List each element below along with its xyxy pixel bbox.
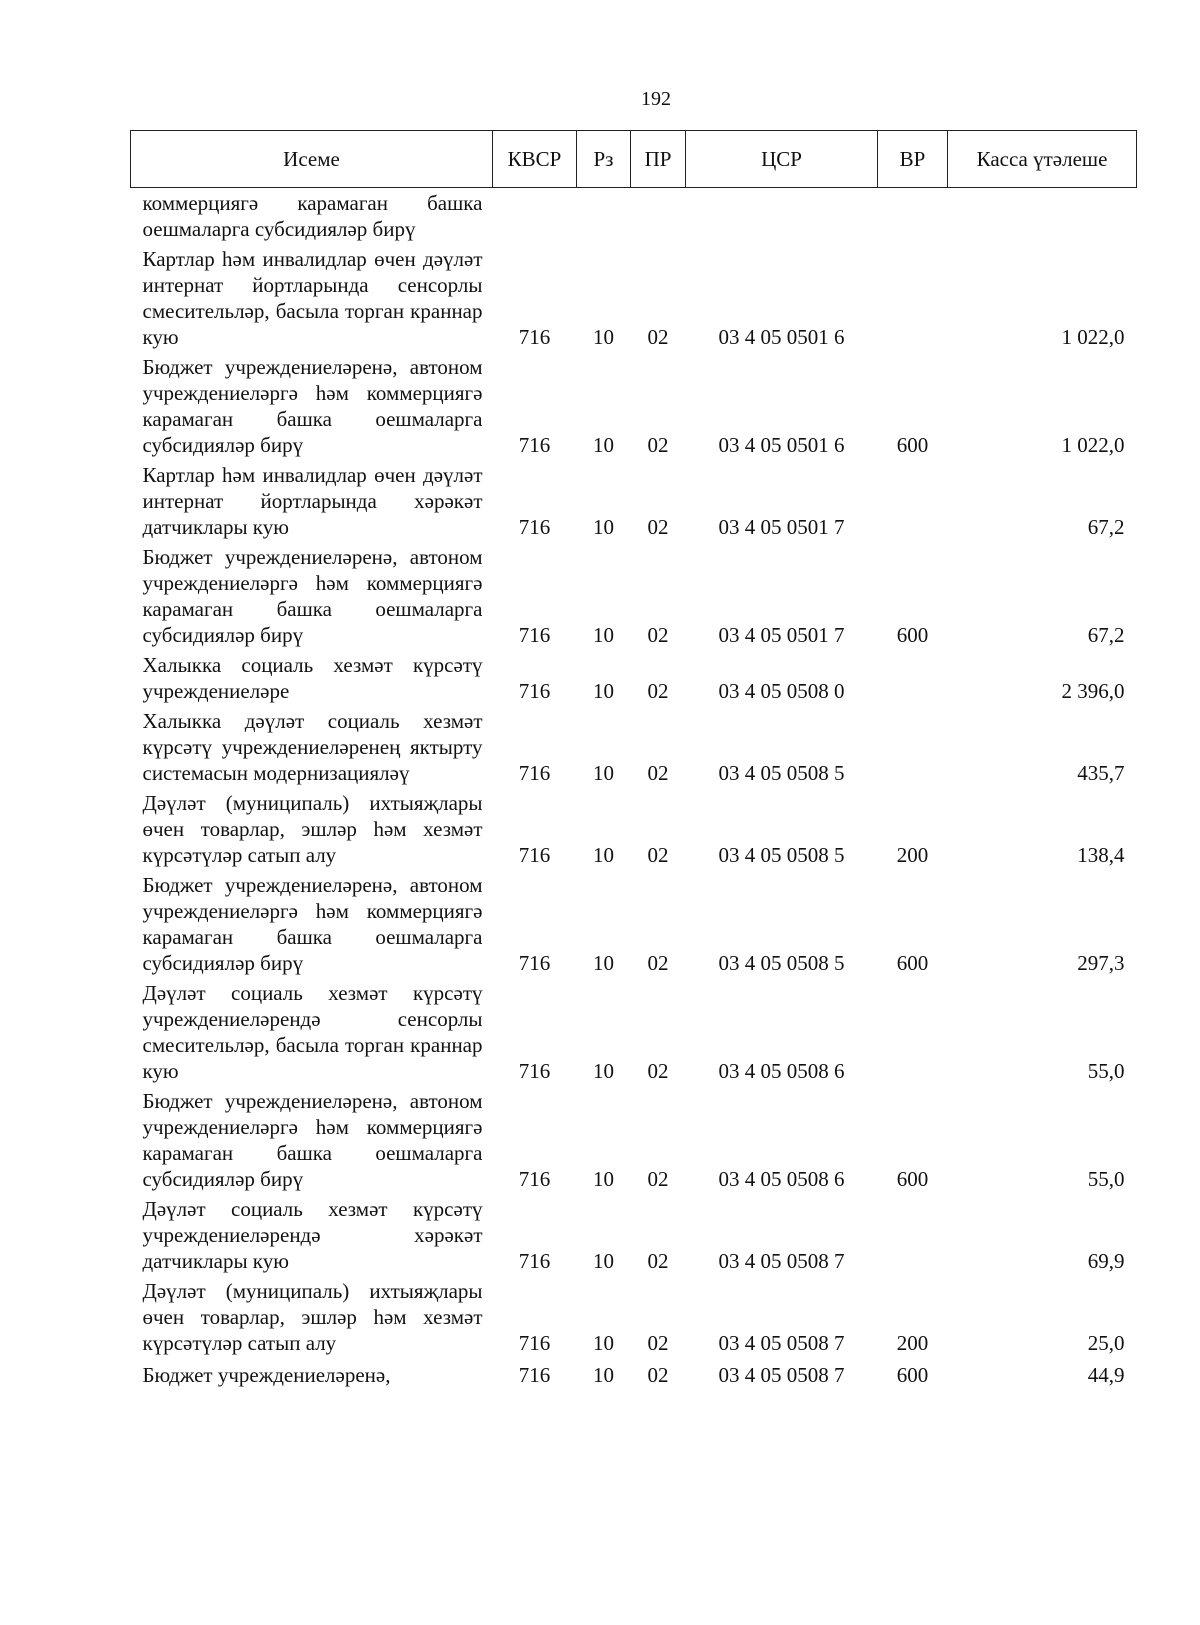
cell-sum — [948, 188, 1137, 243]
cell-rz — [577, 188, 631, 243]
cell-csr: 03 4 05 0501 7 — [718, 515, 845, 539]
table-row — [131, 1274, 1137, 1356]
cell-sum: 1 022,0 — [1061, 433, 1125, 457]
cell-csr: 03 4 05 0508 5 — [718, 843, 845, 867]
cell-kvsr: 716 — [518, 1059, 551, 1083]
cell-vr: 600 — [896, 951, 929, 975]
cell-pr: 02 — [647, 1331, 669, 1355]
cell-name: Бюджет учреждениеләренә, автоном учреждениеләргә һәм коммерциягә карамаган башка оешмаларга субсидияләр бирү — [142, 1089, 483, 1191]
cell-kvsr: 716 — [518, 951, 551, 975]
table-row — [131, 458, 1137, 540]
cell-pr: 02 — [647, 515, 669, 539]
cell-rz: 10 — [593, 325, 614, 349]
cell-vr — [878, 242, 948, 350]
cell-csr: 03 4 05 0508 6 — [718, 1167, 845, 1191]
cell-pr: 02 — [647, 1059, 669, 1083]
cell-rz: 10 — [593, 623, 614, 647]
cell-name: Дәүләт социаль хезмәт күрсәтү учреждениеләрендә хәрәкәт датчиклары кую — [142, 1197, 483, 1273]
table-header — [131, 131, 1137, 188]
cell-rz: 10 — [593, 1363, 614, 1387]
cell-rz: 10 — [593, 1249, 614, 1273]
cell-name: Бюджет учреждениеләренә, автоном учреждениеләргә һәм коммерциягә карамаган башка оешмаларга субсидияләр бирү — [142, 355, 483, 457]
cell-csr: 03 4 05 0508 0 — [718, 679, 845, 703]
table-row — [131, 648, 1137, 704]
cell-pr: 02 — [647, 843, 669, 867]
cell-name: коммерциягә карамаган башка оешмаларга субсидияләр бирү — [142, 191, 483, 241]
cell-name: Халыкка дәүләт социаль хезмәт күрсәтү учреждениеләренең яктырту системасын модернизацияләү — [142, 709, 483, 785]
cell-csr: 03 4 05 0508 7 — [718, 1249, 845, 1273]
cell-name: Бюджет учреждениеләренә, автоном учреждениеләргә һәм коммерциягә карамаган башка оешмаларга субсидияләр бирү — [142, 545, 483, 647]
cell-pr: 02 — [647, 1167, 669, 1191]
cell-rz: 10 — [593, 515, 614, 539]
header-name: Исеме — [131, 131, 493, 188]
cell-sum: 138,4 — [1077, 843, 1125, 867]
cell-vr — [878, 188, 948, 243]
cell-vr — [878, 1192, 948, 1274]
cell-csr: 03 4 05 0508 7 — [718, 1363, 845, 1387]
cell-name: Дәүләт (муниципаль) ихтыяҗлары өчен товарлар, эшләр һәм хезмәт күрсәтүләр сатып алу — [142, 1279, 483, 1355]
cell-kvsr: 716 — [518, 1363, 551, 1387]
cell-rz: 10 — [593, 1331, 614, 1355]
cell-vr: 600 — [896, 1363, 929, 1387]
cell-sum: 67,2 — [1087, 623, 1125, 647]
cell-name: Халыкка социаль хезмәт күрсәтү учреждениеләре — [142, 653, 483, 703]
cell-sum: 297,3 — [1077, 951, 1125, 975]
cell-name: Бюджет учреждениеләренә, — [142, 1363, 391, 1387]
cell-kvsr: 716 — [518, 623, 551, 647]
cell-vr: 200 — [896, 1331, 929, 1355]
cell-rz: 10 — [593, 951, 614, 975]
cell-vr — [878, 648, 948, 704]
budget-table — [130, 130, 1137, 1388]
table-row — [131, 868, 1137, 976]
cell-sum: 1 022,0 — [1061, 325, 1125, 349]
cell-vr: 600 — [896, 623, 929, 647]
cell-rz: 10 — [593, 843, 614, 867]
cell-name: Дәүләт социаль хезмәт күрсәтү учреждениеләрендә сенсорлы смесительләр, басыла торган краннар кую — [142, 981, 483, 1083]
cell-csr: 03 4 05 0508 6 — [718, 1059, 845, 1083]
cell-sum: 2 396,0 — [1061, 679, 1125, 703]
header-vr: ВР — [878, 131, 948, 188]
cell-csr: 03 4 05 0501 7 — [718, 623, 845, 647]
cell-vr: 600 — [896, 433, 929, 457]
cell-vr: 200 — [896, 843, 929, 867]
cell-rz: 10 — [593, 1167, 614, 1191]
cell-kvsr: 716 — [518, 515, 551, 539]
header-csr: ЦСР — [686, 131, 878, 188]
cell-pr: 02 — [647, 951, 669, 975]
cell-csr: 03 4 05 0508 7 — [718, 1331, 845, 1355]
cell-csr: 03 4 05 0501 6 — [718, 325, 845, 349]
cell-sum: 25,0 — [1087, 1331, 1125, 1355]
cell-csr: 03 4 05 0501 6 — [718, 433, 845, 457]
cell-kvsr: 716 — [518, 679, 551, 703]
header-kvsr: КВСР — [493, 131, 577, 188]
table-row — [131, 704, 1137, 786]
cell-rz: 10 — [593, 1059, 614, 1083]
cell-csr — [686, 188, 878, 243]
cell-pr: 02 — [647, 761, 669, 785]
table-row — [131, 188, 1137, 243]
cell-kvsr: 716 — [518, 433, 551, 457]
table-row — [131, 1192, 1137, 1274]
table-body — [131, 188, 1137, 1389]
cell-vr: 600 — [896, 1167, 929, 1191]
cell-rz: 10 — [593, 761, 614, 785]
cell-kvsr: 716 — [518, 761, 551, 785]
cell-pr: 02 — [647, 623, 669, 647]
table-row — [131, 1356, 1137, 1388]
header-sum: Касса үтәлеше — [948, 131, 1137, 188]
cell-pr: 02 — [647, 1363, 669, 1387]
header-pr: ПР — [631, 131, 686, 188]
cell-vr — [878, 976, 948, 1084]
cell-vr — [878, 704, 948, 786]
cell-vr — [878, 458, 948, 540]
cell-name: Картлар һәм инвалидлар өчен дәүләт интернат йортларында хәрәкәт датчиклары кую — [142, 463, 483, 539]
cell-name: Картлар һәм инвалидлар өчен дәүләт интернат йортларында сенсорлы смесительләр, басыла торган краннар кую — [142, 247, 483, 349]
cell-pr: 02 — [647, 1249, 669, 1273]
cell-name: Бюджет учреждениеләренә, автоном учреждениеләргә һәм коммерциягә карамаган башка оешмаларга субсидияләр бирү — [142, 873, 483, 975]
cell-sum: 44,9 — [1087, 1363, 1125, 1387]
cell-rz: 10 — [593, 679, 614, 703]
cell-csr: 03 4 05 0508 5 — [718, 951, 845, 975]
cell-name: Дәүләт (муниципаль) ихтыяҗлары өчен товарлар, эшләр һәм хезмәт күрсәтүләр сатып алу — [142, 791, 483, 867]
cell-sum: 69,9 — [1087, 1249, 1125, 1273]
cell-kvsr: 716 — [518, 1249, 551, 1273]
header-rz: Рз — [577, 131, 631, 188]
cell-sum: 55,0 — [1087, 1167, 1125, 1191]
cell-kvsr: 716 — [518, 843, 551, 867]
cell-kvsr: 716 — [518, 1331, 551, 1355]
cell-kvsr: 716 — [518, 325, 551, 349]
table-row — [131, 242, 1137, 350]
cell-pr: 02 — [647, 679, 669, 703]
cell-pr: 02 — [647, 433, 669, 457]
cell-sum: 55,0 — [1087, 1059, 1125, 1083]
cell-csr: 03 4 05 0508 5 — [718, 761, 845, 785]
cell-kvsr — [493, 188, 577, 243]
table-row — [131, 350, 1137, 458]
table-row — [131, 540, 1137, 648]
table-row — [131, 976, 1137, 1084]
cell-pr — [631, 188, 686, 243]
table-row — [131, 786, 1137, 868]
cell-sum: 67,2 — [1087, 515, 1125, 539]
cell-pr: 02 — [647, 325, 669, 349]
cell-sum: 435,7 — [1077, 761, 1125, 785]
table-row — [131, 1084, 1137, 1192]
page-number: 192 — [641, 88, 671, 110]
cell-rz: 10 — [593, 433, 614, 457]
cell-kvsr: 716 — [518, 1167, 551, 1191]
